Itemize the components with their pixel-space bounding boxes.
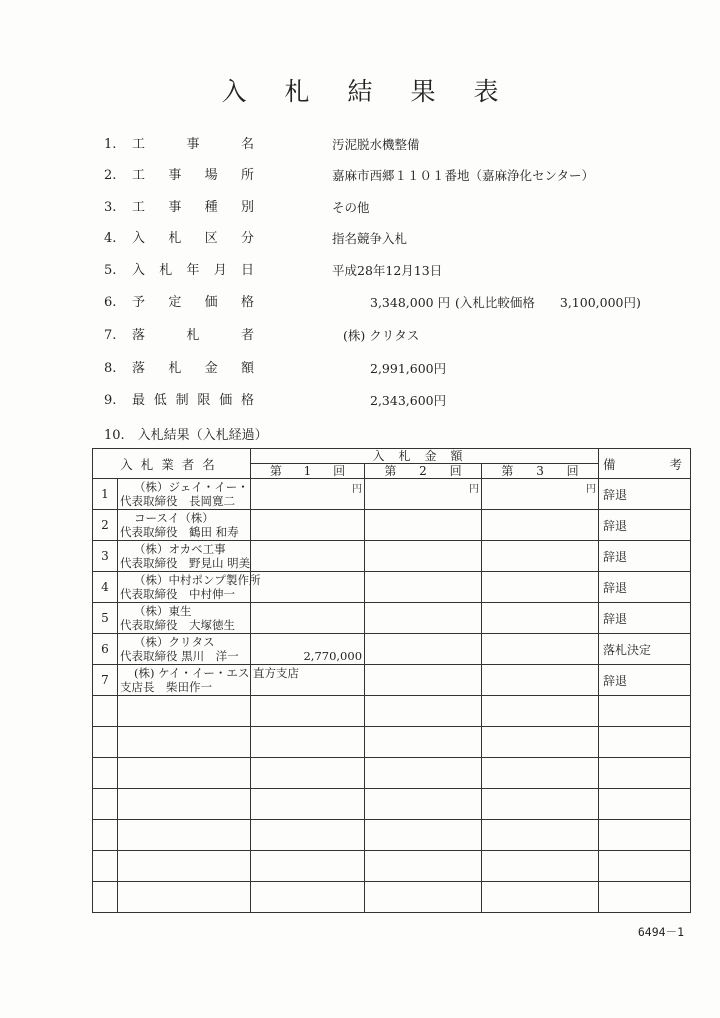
bid-round-3-amount bbox=[482, 634, 599, 665]
bidder-name bbox=[118, 819, 251, 850]
table-row bbox=[93, 634, 691, 665]
bidder-name bbox=[118, 850, 251, 881]
header-bidder-name: 入札業者名 bbox=[93, 449, 251, 479]
row-number bbox=[93, 696, 118, 727]
remark: 辞退 bbox=[599, 572, 691, 603]
remark: 辞退 bbox=[599, 665, 691, 696]
bidder-name: （株）ジェイ・イー・ 代表取締役 長岡寛二 bbox=[118, 479, 251, 510]
header-round-3: 第 3 回 bbox=[482, 464, 599, 479]
bid-round-3-amount: 円 bbox=[482, 479, 599, 510]
info-value: 嘉麻市西郷１１０１番地（嘉麻浄化センター） bbox=[332, 168, 595, 183]
info-value: 3,348,000 円 bbox=[370, 295, 451, 310]
bid-round-2-amount bbox=[365, 603, 482, 634]
bid-round-2-amount: 円 bbox=[365, 479, 482, 510]
info-number: 6. bbox=[104, 295, 117, 310]
header-remark: 備 考 bbox=[599, 449, 691, 479]
info-label: 予 定 価 格 bbox=[132, 295, 254, 310]
bidder-name: コースイ（株） 代表取締役 鶴田 和寿 bbox=[118, 510, 251, 541]
bid-round-1-amount bbox=[251, 850, 365, 881]
row-number bbox=[93, 881, 118, 912]
bid-round-2-amount bbox=[365, 541, 482, 572]
bid-round-1-amount bbox=[251, 572, 365, 603]
bid-round-2-amount bbox=[365, 696, 482, 727]
bid-round-3-amount bbox=[482, 510, 599, 541]
row-number: 2 bbox=[93, 510, 118, 541]
bid-round-1-amount bbox=[251, 788, 365, 819]
bid-round-1-amount bbox=[251, 696, 365, 727]
info-label: 入 札 区 分 bbox=[132, 231, 254, 246]
table-row bbox=[93, 788, 691, 819]
table-row bbox=[93, 819, 691, 850]
info-row bbox=[104, 199, 264, 217]
info-label: 落 札 者 bbox=[132, 328, 254, 343]
info-label: 工 事 種 別 bbox=[132, 200, 254, 215]
header-round-2: 第 2 回 bbox=[365, 464, 482, 479]
bid-round-3-amount bbox=[482, 603, 599, 634]
bid-round-2-amount bbox=[365, 819, 482, 850]
row-number bbox=[93, 850, 118, 881]
info-row bbox=[104, 262, 264, 280]
info-row bbox=[104, 136, 264, 154]
bid-round-1-amount: 2,770,000 bbox=[251, 634, 365, 665]
table-row bbox=[93, 850, 691, 881]
info-label: 入 札 年 月 日 bbox=[132, 263, 254, 278]
info-number: 8. bbox=[104, 361, 117, 376]
info-number: 1. bbox=[104, 137, 117, 152]
bid-round-3-amount bbox=[482, 541, 599, 572]
bid-round-1-amount bbox=[251, 727, 365, 758]
info-value: 2,991,600円 bbox=[370, 361, 447, 376]
info-value: 2,343,600円 bbox=[370, 393, 447, 408]
remark bbox=[599, 819, 691, 850]
bid-results-table bbox=[92, 448, 691, 913]
info-value: 指名競争入札 bbox=[332, 231, 408, 246]
page-title: 入札結果表 bbox=[221, 77, 537, 106]
info-number: 4. bbox=[104, 231, 117, 246]
header-bid-amount: 入札金額 bbox=[251, 449, 599, 464]
info-label: 落 札 金 額 bbox=[132, 361, 254, 376]
bid-round-1-amount bbox=[251, 665, 365, 696]
info-number: 2. bbox=[104, 168, 117, 183]
info-label: 工 事 名 bbox=[132, 137, 254, 152]
bidder-name bbox=[118, 727, 251, 758]
remark bbox=[599, 696, 691, 727]
table-row bbox=[93, 665, 691, 696]
row-number bbox=[93, 758, 118, 789]
table-row bbox=[93, 696, 691, 727]
info-value: 平成28年12月13日 bbox=[332, 263, 443, 278]
table-row bbox=[93, 510, 691, 541]
info-value: (株) クリタス bbox=[343, 328, 420, 343]
bid-round-1-amount bbox=[251, 603, 365, 634]
remark bbox=[599, 727, 691, 758]
table-row bbox=[93, 727, 691, 758]
bid-round-3-amount bbox=[482, 819, 599, 850]
bid-round-3-amount bbox=[482, 572, 599, 603]
bid-round-1-amount: 円 bbox=[251, 479, 365, 510]
row-number: 4 bbox=[93, 572, 118, 603]
table-row bbox=[93, 572, 691, 603]
info-number: 5. bbox=[104, 263, 117, 278]
bidder-name: （株）東生 代表取締役 大塚徳生 bbox=[118, 603, 251, 634]
remark bbox=[599, 788, 691, 819]
info-row bbox=[104, 167, 264, 185]
table-row bbox=[93, 479, 691, 510]
bid-round-2-amount bbox=[365, 758, 482, 789]
bid-round-3-amount bbox=[482, 665, 599, 696]
info-value: その他 bbox=[332, 200, 370, 215]
bid-round-3-amount bbox=[482, 758, 599, 789]
bidder-name bbox=[118, 788, 251, 819]
remark bbox=[599, 881, 691, 912]
bid-round-1-amount bbox=[251, 510, 365, 541]
row-number: 5 bbox=[93, 603, 118, 634]
bid-round-2-amount bbox=[365, 727, 482, 758]
bidder-name: （株）オカベ工事 代表取締役 野見山 明美 bbox=[118, 541, 251, 572]
bid-round-1-amount bbox=[251, 758, 365, 789]
remark: 落札決定 bbox=[599, 634, 691, 665]
row-number: 6 bbox=[93, 634, 118, 665]
info-row bbox=[104, 230, 264, 248]
bidder-name bbox=[118, 758, 251, 789]
bid-round-2-amount bbox=[365, 881, 482, 912]
table-row bbox=[93, 758, 691, 789]
bid-round-2-amount bbox=[365, 510, 482, 541]
row-number: 1 bbox=[93, 479, 118, 510]
table-row bbox=[93, 541, 691, 572]
bid-round-3-amount bbox=[482, 881, 599, 912]
remark: 辞退 bbox=[599, 479, 691, 510]
bidder-name bbox=[118, 881, 251, 912]
info-value: 汚泥脱水機整備 bbox=[332, 137, 420, 152]
remark: 辞退 bbox=[599, 510, 691, 541]
row-number bbox=[93, 727, 118, 758]
bid-round-2-amount bbox=[365, 665, 482, 696]
row-number: 7 bbox=[93, 665, 118, 696]
info-number: 7. bbox=[104, 328, 117, 343]
info-row bbox=[104, 294, 264, 312]
bid-round-2-amount bbox=[365, 572, 482, 603]
table-row bbox=[93, 603, 691, 634]
page-number: 6494－1 bbox=[637, 925, 684, 939]
info-row bbox=[104, 360, 264, 378]
info-row bbox=[104, 327, 264, 345]
bidder-name: （株）中村ポンプ製作所 代表取締役 中村伸一 bbox=[118, 572, 251, 603]
comparison-price: (入札比較価格 3,100,000円) bbox=[455, 295, 641, 310]
remark bbox=[599, 758, 691, 789]
header-round-1: 第 1 回 bbox=[251, 464, 365, 479]
remark: 辞退 bbox=[599, 603, 691, 634]
row-number: 3 bbox=[93, 541, 118, 572]
bid-round-1-amount bbox=[251, 541, 365, 572]
bid-round-2-amount bbox=[365, 788, 482, 819]
info-label: 最 低 制 限 価 格 bbox=[132, 393, 254, 408]
bid-round-1-amount bbox=[251, 819, 365, 850]
info-row bbox=[104, 392, 264, 410]
bid-round-2-amount bbox=[365, 634, 482, 665]
bid-round-3-amount bbox=[482, 696, 599, 727]
info-label: 工 事 場 所 bbox=[132, 168, 254, 183]
row-number bbox=[93, 788, 118, 819]
row-number bbox=[93, 819, 118, 850]
bidder-name: （株）クリタス 代表取締役 黒川 洋一 bbox=[118, 634, 251, 665]
info-number: 3. bbox=[104, 200, 117, 215]
bidder-name: (株) ケイ・イー・エス 直方支店 支店長 柴田作一 bbox=[118, 665, 251, 696]
section-10-heading: 10. 入札結果（入札経過） bbox=[104, 428, 268, 443]
remark: 辞退 bbox=[599, 541, 691, 572]
bid-round-3-amount bbox=[482, 727, 599, 758]
table-row bbox=[93, 881, 691, 912]
bid-round-2-amount bbox=[365, 850, 482, 881]
bid-round-3-amount bbox=[482, 788, 599, 819]
bidder-name bbox=[118, 696, 251, 727]
info-number: 9. bbox=[104, 393, 117, 408]
remark bbox=[599, 850, 691, 881]
bid-round-3-amount bbox=[482, 850, 599, 881]
bid-round-1-amount bbox=[251, 881, 365, 912]
